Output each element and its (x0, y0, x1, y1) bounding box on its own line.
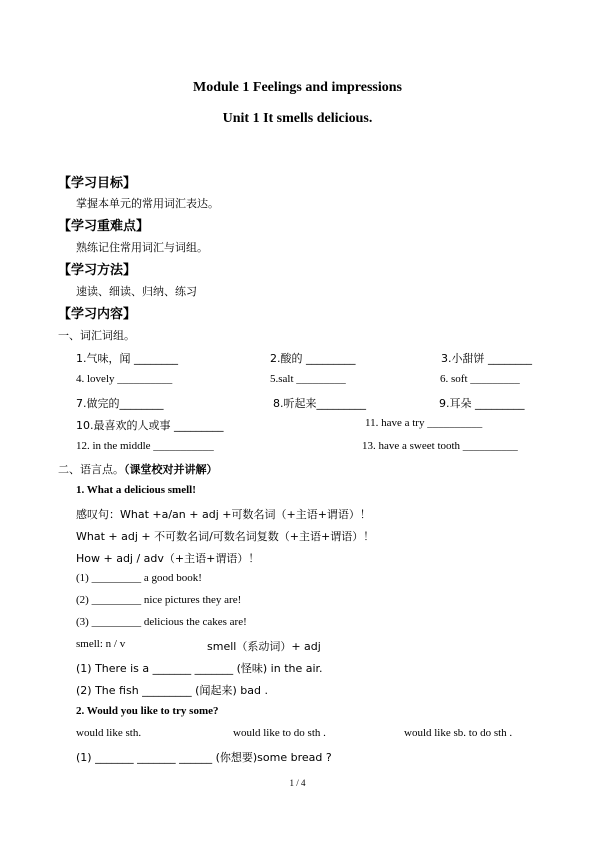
point1-line: (3) _________ delicious the cakes are! (76, 616, 247, 628)
point1-line: (2) _________ nice pictures they are! (76, 594, 242, 606)
vocab-item: 9.耳朵 _________ (439, 397, 525, 410)
vocab-item: 12. in the middle ___________ (76, 440, 214, 452)
vocab-item: 2.酸的 _________ (270, 352, 356, 365)
document-title: Module 1 Feelings and impressions (193, 80, 402, 95)
vocab-item: 11. have a try __________ (365, 417, 483, 429)
vocab-item: 1.气味，闻 ________ (76, 352, 178, 365)
part2-heading-label: 二、语言点。 (58, 463, 124, 476)
smell-exercise: (1) There is a _______ _______ (怪味) in the air. (76, 662, 323, 675)
keypoints-text: 熟练记住常用词汇与词组。 (76, 241, 208, 254)
vocab-item: 3.小甜饼 ________ (441, 352, 532, 365)
vocab-item: 6. soft _________ (440, 373, 520, 385)
keypoints-heading: 【学习重难点】 (58, 219, 150, 234)
goal-text: 掌握本单元的常用词汇表达。 (76, 197, 219, 210)
method-heading: 【学习方法】 (58, 263, 137, 278)
point2-exercise: (1) _______ _______ ______ (你想要)some bread ? (76, 751, 332, 764)
smell-usage-left: smell: n / v (76, 638, 126, 650)
point2-usage: would like to do sth . (233, 727, 326, 739)
part2-heading-note: （课堂校对并讲解） (124, 463, 218, 476)
page-number: 1 / 4 (289, 778, 306, 788)
smell-exercise: (2) The fish _________ (闻起来) bad . (76, 684, 268, 697)
point1-title: 1. What a delicious smell! (76, 484, 196, 496)
part1-heading: 一、词汇词组。 (58, 329, 135, 342)
vocab-item: 4. lovely __________ (76, 373, 173, 385)
point2-usage: would like sth. (76, 727, 142, 739)
content-heading: 【学习内容】 (58, 307, 137, 322)
smell-usage-right: smell（系动词）+ adj (207, 640, 321, 653)
vocab-item: 7.做完的________ (76, 397, 164, 410)
part2-heading (58, 461, 218, 477)
goal-heading: 【学习目标】 (58, 176, 137, 191)
point1-line: (1) _________ a good book! (76, 572, 202, 584)
point1-line: How + adj / adv（+主语+谓语）！ (76, 552, 260, 565)
vocab-item: 10.最喜欢的人或事 _________ (76, 419, 224, 432)
point1-line: What + adj + 不可数名词/可数名词复数（+主语+谓语）！ (76, 530, 375, 543)
vocab-item: 8.听起来_________ (273, 397, 366, 410)
point2-title: 2. Would you like to try some? (76, 705, 219, 717)
vocab-item: 13. have a sweet tooth __________ (362, 440, 518, 452)
method-text: 速读、细读、归纳、练习 (76, 285, 197, 298)
point2-usage: would like sb. to do sth . (404, 727, 513, 739)
point1-line: 感叹句：What +a/an + adj +可数名词（+主语+谓语）！ (76, 508, 371, 521)
document-subtitle: Unit 1 It smells delicious. (222, 111, 373, 126)
vocab-item: 5.salt _________ (270, 373, 346, 385)
